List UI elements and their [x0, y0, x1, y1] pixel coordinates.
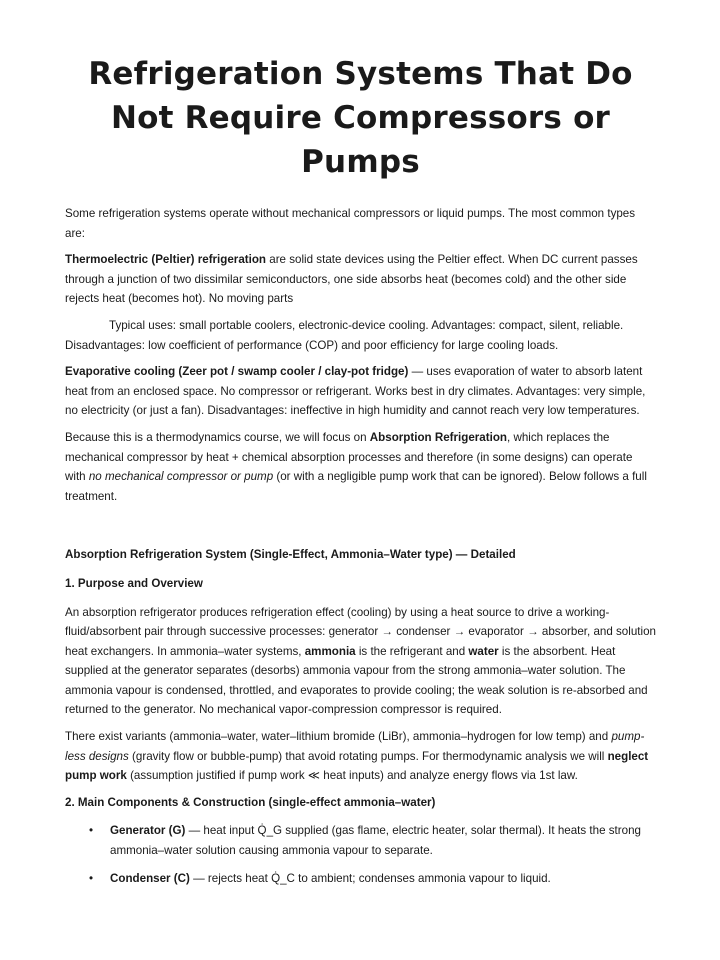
overview-term-ammonia: ammonia	[304, 644, 356, 658]
component-text: — rejects heat Q̇_C to ambient; condenses ammonia vapour to liquid.	[189, 871, 551, 885]
components-list	[65, 821, 656, 888]
focus-text-2: , which replaces the mechanical compressor by heat + chemical absorption processes and therefore (in some designs) can operate with	[65, 430, 633, 484]
overview-paragraph	[65, 603, 656, 721]
peltier-term: Thermoelectric (Peltier) refrigeration	[65, 253, 267, 267]
focus-text-1: Because this is a thermodynamics course, we will focus on	[65, 430, 370, 444]
list-item	[89, 869, 656, 889]
overview-text-2: is the refrigerant and	[355, 644, 469, 658]
section-spacer	[65, 513, 656, 545]
focus-paragraph	[65, 428, 656, 506]
component-text: — heat input Q̇_G supplied (gas flame, electric heater, solar thermal). It heats the strong ammonia–water solution causing ammonia vapour to separate.	[110, 824, 641, 858]
bullet-icon: •	[89, 824, 94, 838]
intro-paragraph: Some refrigeration systems operate without mechanical compressors or liquid pumps. The most common types are:	[65, 207, 636, 240]
bullet-icon: •	[89, 871, 94, 885]
section-1-heading: 1. Purpose and Overview	[65, 576, 203, 590]
absorption-heading: Absorption Refrigeration System (Single-Effect, Ammonia–Water type) — Detailed	[65, 548, 516, 562]
overview-text-1: An absorption refrigerator produces refrigeration effect (cooling) by using a heat source to drive a working-fluid/absorbent pair through successive processes: generator → condenser → evaporator → absorber, and solution heat exchangers. In ammonia–water systems,	[65, 605, 656, 658]
peltier-paragraph	[65, 250, 656, 309]
evaporative-paragraph	[65, 362, 656, 421]
evaporative-text: — uses evaporation of water to absorb latent heat from an enclosed space. No compressor or refrigerant. Works best in dry climates. Advantages: very simple, no electricity (or just a fan). Disadvantages: ineffective in high humidity and cannot reach very low temperatures.	[65, 365, 646, 418]
focus-text-3: (or with a negligible pump work that can be ignored). Below follows a full treatment.	[65, 470, 647, 503]
variants-term: neglect pump work	[65, 749, 649, 783]
variants-text-3: (assumption justified if pump work ≪ heat inputs) and analyze energy flows via 1st law.	[126, 769, 578, 783]
variants-text-2: (gravity flow or bubble-pump) that avoid rotating pumps. For thermodynamic analysis we will	[128, 749, 608, 763]
document-title: Refrigeration Systems That Do Not Require Compressors or Pumps	[88, 56, 633, 180]
overview-term-water: water	[468, 644, 499, 658]
variants-text-1: There exist variants (ammonia–water, water–lithium bromide (LiBr), ammonia–hydrogen for low temp) and	[65, 730, 612, 744]
list-item	[89, 821, 656, 860]
peltier-text: are solid state devices using the Peltier effect. When DC current passes through a junction of two dissimilar semiconductors, one side absorbs heat (becomes cold) and the other side rejects heat (becomes hot). No moving parts	[65, 253, 638, 306]
section-2-heading: 2. Main Components & Construction (single-effect ammonia–water)	[65, 795, 436, 809]
focus-emphasis: no mechanical compressor or pump	[88, 470, 274, 484]
evaporative-term: Evaporative cooling (Zeer pot / swamp cooler / clay-pot fridge)	[65, 365, 409, 379]
focus-term: Absorption Refrigeration	[369, 430, 507, 444]
variants-paragraph	[65, 727, 656, 786]
overview-text-3: is the absorbent. Heat supplied at the generator separates (desorbs) ammonia vapour from the strong ammonia–water solution. The ammonia vapour is condensed, throttled, and evaporates to provide cooling; the weak solution is re-absorbed and returned to the generator. No mechanical vapor-compression compressor is required.	[65, 644, 648, 717]
peltier-uses-paragraph: Typical uses: small portable coolers, electronic-device cooling. Advantages: compact, silent, reliable. Disadvantages: low coefficient of performance (COP) and poor efficiency for large cooling loads.	[65, 318, 624, 352]
variants-emphasis: pump-less designs	[65, 730, 645, 763]
component-term: Generator (G)	[110, 824, 186, 838]
component-term: Condenser (C)	[110, 871, 190, 885]
